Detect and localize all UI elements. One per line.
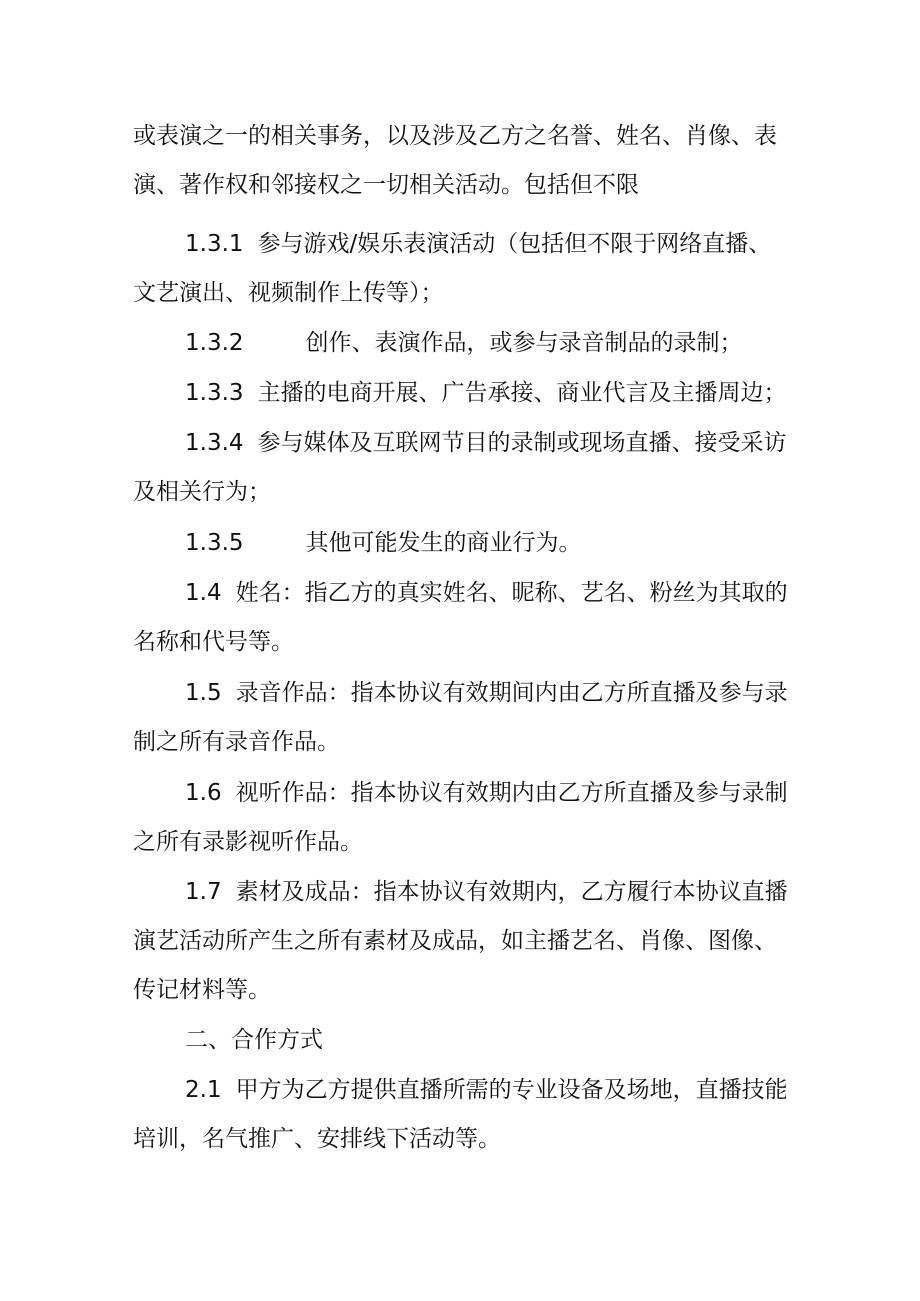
clause-number: 1.7 <box>185 879 222 905</box>
clause-1-3-1 <box>133 220 793 318</box>
paragraph-continuation <box>133 112 793 210</box>
clause-1-6 <box>133 769 793 867</box>
clause-text: 其他可能发生的商业行为。 <box>305 530 582 556</box>
clause-text: 素材及成品：指本协议有效期内，乙方履行本协议直播演艺活动所产生之所有素材及成品，如主播艺名、肖像、图像、传记材料等。 <box>133 879 788 1003</box>
clause-text: 创作、表演作品，或参与录音制品的录制； <box>305 330 743 356</box>
clause-number: 1.3.2 <box>185 330 244 356</box>
clause-number: 2.1 <box>185 1077 222 1103</box>
clause-text: 甲方为乙方提供直播所需的专业设备及场地，直播技能培训，名气推广、安排线下活动等。 <box>133 1077 788 1152</box>
clause-1-4 <box>133 569 793 667</box>
clause-2-1 <box>133 1066 793 1164</box>
clause-1-7 <box>133 868 793 1015</box>
clause-text: 参与媒体及互联网节目的录制或现场直播、接受采访及相关行为； <box>133 430 787 505</box>
section-heading-cooperation <box>133 1016 793 1065</box>
clause-number: 1.3.1 <box>185 231 244 257</box>
clause-1-3-2 <box>133 319 793 368</box>
clause-text: 参与游戏/娱乐表演活动（包括但不限于网络直播、文艺演出、视频制作上传等）； <box>133 231 772 306</box>
clause-number: 1.4 <box>185 580 222 606</box>
clause-number: 1.3.5 <box>185 530 244 556</box>
clause-text: 视听作品：指本协议有效期内由乙方所直播及参与录制之所有录影视听作品。 <box>133 780 788 855</box>
paragraph-text: 或表演之一的相关事务，以及涉及乙方之名誉、姓名、肖像、表演、著作权和邻接权之一切相关活动。包括但不限 <box>133 123 777 198</box>
clause-1-3-3 <box>133 369 793 418</box>
clause-number: 1.5 <box>185 680 222 706</box>
section-heading-text: 二、合作方式 <box>185 1027 323 1053</box>
clause-text: 姓名：指乙方的真实姓名、昵称、艺名、粉丝为其取的名称和代号等。 <box>133 580 788 655</box>
clause-1-5 <box>133 669 793 767</box>
clause-text: 录音作品：指本协议有效期间内由乙方所直播及参与录制之所有录音作品。 <box>133 680 788 755</box>
clause-number: 1.6 <box>185 780 222 806</box>
clause-1-3-4 <box>133 419 793 517</box>
clause-number: 1.3.3 <box>185 380 244 406</box>
clause-text: 主播的电商开展、广告承接、商业代言及主播周边； <box>257 380 787 406</box>
clause-number: 1.3.4 <box>185 430 244 456</box>
clause-1-3-5 <box>133 519 793 568</box>
